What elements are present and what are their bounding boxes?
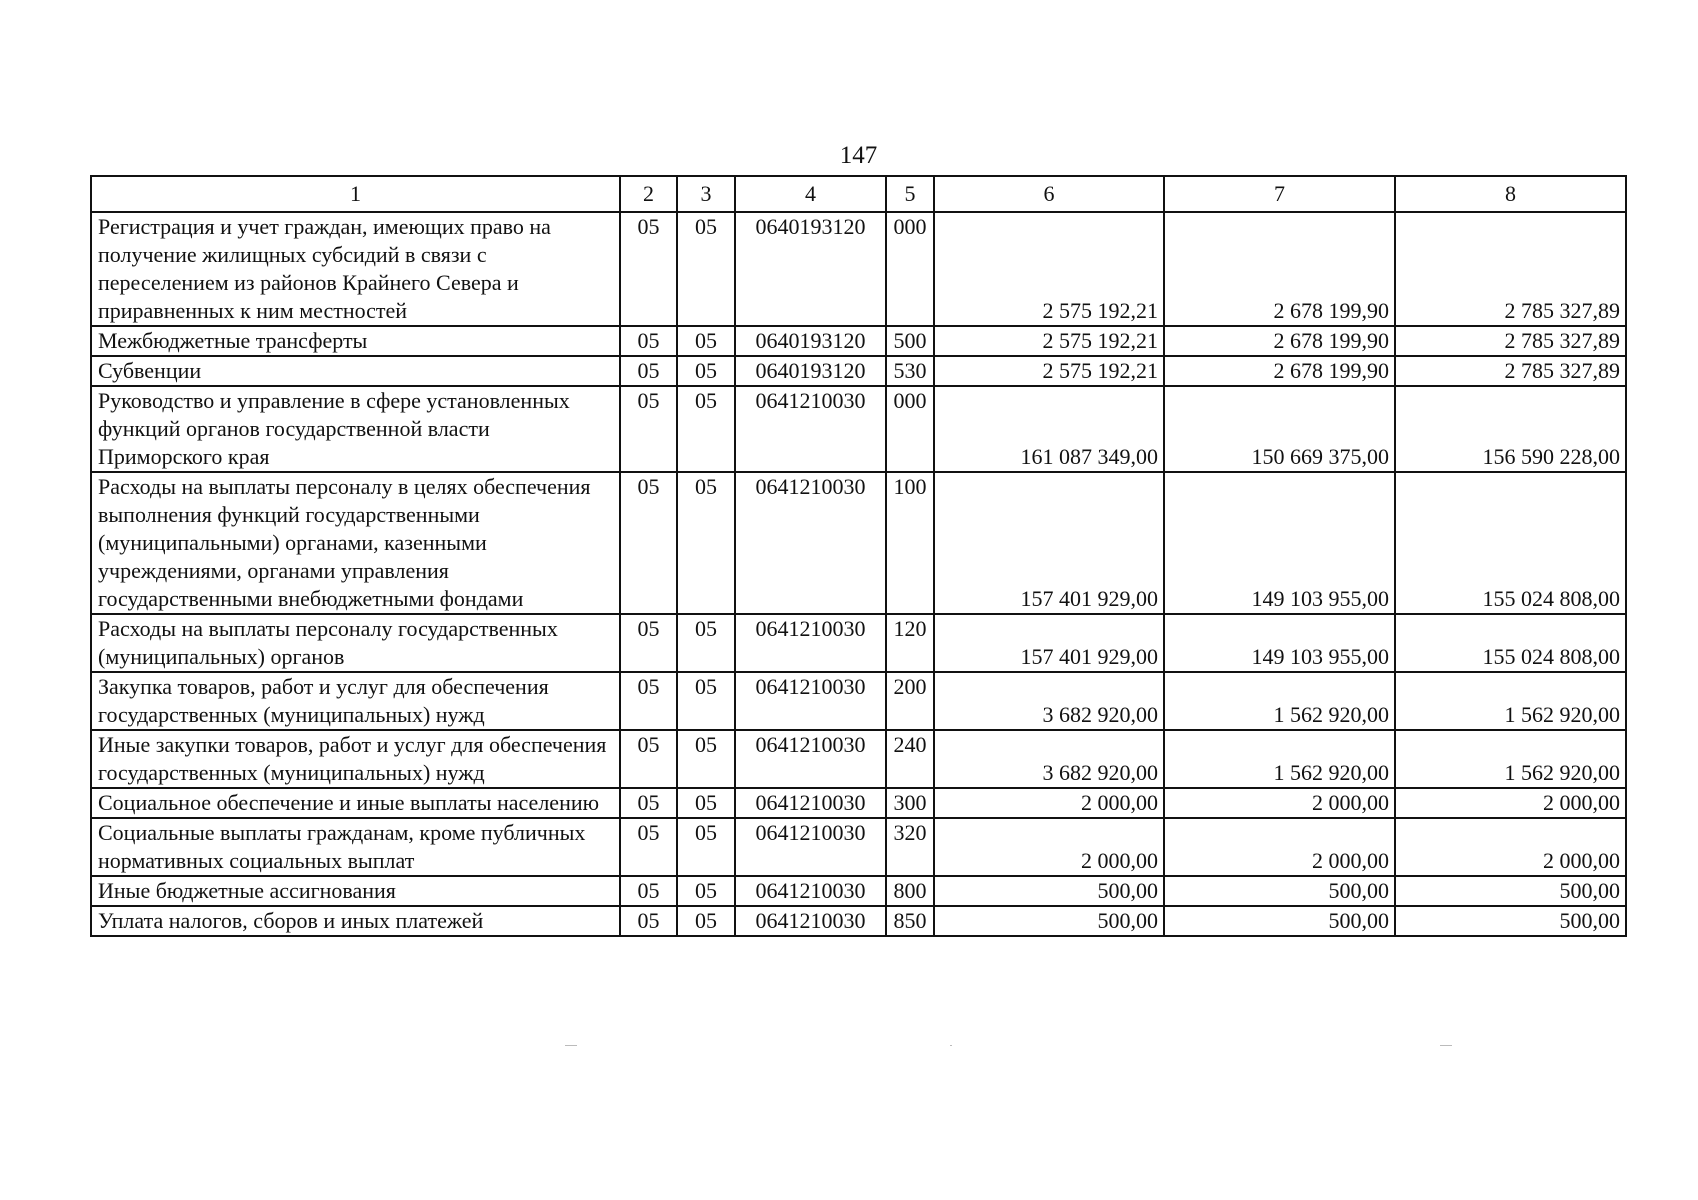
column-header-3: 3 <box>677 176 735 212</box>
cell-name: Руководство и управление в сфере установленных функций органов государственной власти Приморского края <box>91 386 620 472</box>
cell-col3: 05 <box>677 614 735 672</box>
cell-col5: 500 <box>886 326 934 356</box>
column-header-4: 4 <box>735 176 886 212</box>
cell-name: Иные закупки товаров, работ и услуг для обеспечения государственных (муниципальных) нужд <box>91 730 620 788</box>
cell-col4: 0640193120 <box>735 356 886 386</box>
cell-col4: 0640193120 <box>735 326 886 356</box>
cell-amount-col7: 1 562 920,00 <box>1164 730 1395 788</box>
cell-amount-col8: 2 785 327,89 <box>1395 212 1626 326</box>
cell-col5: 100 <box>886 472 934 614</box>
cell-col4: 0641210030 <box>735 386 886 472</box>
cell-col2: 05 <box>620 614 677 672</box>
cell-name: Расходы на выплаты персоналу государственных (муниципальных) органов <box>91 614 620 672</box>
cell-amount-col8: 500,00 <box>1395 906 1626 936</box>
table-row <box>91 472 1626 614</box>
cell-col2: 05 <box>620 386 677 472</box>
cell-col3: 05 <box>677 386 735 472</box>
cell-col2: 05 <box>620 672 677 730</box>
page-number: 147 <box>839 142 878 169</box>
cell-amount-col7: 1 562 920,00 <box>1164 672 1395 730</box>
table-row <box>91 672 1626 730</box>
cell-amount-col6: 2 000,00 <box>934 788 1164 818</box>
cell-col5: 240 <box>886 730 934 788</box>
cell-amount-col6: 2 575 192,21 <box>934 326 1164 356</box>
table-row <box>91 906 1626 936</box>
cell-col2: 05 <box>620 212 677 326</box>
cell-col4: 0641210030 <box>735 818 886 876</box>
cell-col3: 05 <box>677 212 735 326</box>
cell-amount-col7: 150 669 375,00 <box>1164 386 1395 472</box>
cell-name: Регистрация и учет граждан, имеющих право на получение жилищных субсидий в связи с переселением из районов Крайнего Севера и приравненных к ним местностей <box>91 212 620 326</box>
cell-amount-col6: 500,00 <box>934 906 1164 936</box>
cell-col3: 05 <box>677 818 735 876</box>
cell-name: Межбюджетные трансферты <box>91 326 620 356</box>
cell-col5: 850 <box>886 906 934 936</box>
cell-amount-col8: 500,00 <box>1395 876 1626 906</box>
cell-col4: 0641210030 <box>735 788 886 818</box>
scan-rule-left <box>565 1045 577 1046</box>
cell-amount-col8: 1 562 920,00 <box>1395 730 1626 788</box>
cell-col5: 530 <box>886 356 934 386</box>
cell-col5: 200 <box>886 672 934 730</box>
table-row <box>91 356 1626 386</box>
cell-amount-col6: 2 000,00 <box>934 818 1164 876</box>
column-header-8: 8 <box>1395 176 1626 212</box>
cell-col3: 05 <box>677 876 735 906</box>
column-header-7: 7 <box>1164 176 1395 212</box>
cell-amount-col8: 155 024 808,00 <box>1395 472 1626 614</box>
cell-amount-col7: 2 678 199,90 <box>1164 212 1395 326</box>
table-row <box>91 326 1626 356</box>
table-row <box>91 730 1626 788</box>
cell-col5: 000 <box>886 212 934 326</box>
cell-amount-col7: 2 678 199,90 <box>1164 326 1395 356</box>
cell-col3: 05 <box>677 326 735 356</box>
cell-name: Закупка товаров, работ и услуг для обеспечения государственных (муниципальных) нужд <box>91 672 620 730</box>
cell-amount-col8: 2 000,00 <box>1395 788 1626 818</box>
cell-amount-col7: 2 000,00 <box>1164 818 1395 876</box>
table-body <box>91 176 1626 936</box>
cell-amount-col8: 2 785 327,89 <box>1395 326 1626 356</box>
table-row <box>91 818 1626 876</box>
cell-amount-col7: 2 000,00 <box>1164 788 1395 818</box>
scan-rule-middle <box>950 1045 952 1046</box>
cell-amount-col8: 156 590 228,00 <box>1395 386 1626 472</box>
cell-amount-col6: 161 087 349,00 <box>934 386 1164 472</box>
column-header-1: 1 <box>91 176 620 212</box>
cell-amount-col8: 2 000,00 <box>1395 818 1626 876</box>
cell-col4: 0641210030 <box>735 730 886 788</box>
cell-amount-col7: 2 678 199,90 <box>1164 356 1395 386</box>
cell-amount-col7: 500,00 <box>1164 906 1395 936</box>
cell-col2: 05 <box>620 472 677 614</box>
cell-col4: 0641210030 <box>735 672 886 730</box>
table-row <box>91 614 1626 672</box>
cell-amount-col7: 149 103 955,00 <box>1164 472 1395 614</box>
column-header-6: 6 <box>934 176 1164 212</box>
cell-col5: 120 <box>886 614 934 672</box>
cell-name: Социальные выплаты гражданам, кроме публичных нормативных социальных выплат <box>91 818 620 876</box>
cell-name: Расходы на выплаты персоналу в целях обеспечения выполнения функций государственными (муниципальными) органами, казенными учреждениями, органами управления государственными внебюджетными фондами <box>91 472 620 614</box>
cell-col2: 05 <box>620 788 677 818</box>
cell-col4: 0640193120 <box>735 212 886 326</box>
cell-amount-col6: 157 401 929,00 <box>934 472 1164 614</box>
cell-col2: 05 <box>620 906 677 936</box>
cell-amount-col6: 500,00 <box>934 876 1164 906</box>
cell-amount-col6: 157 401 929,00 <box>934 614 1164 672</box>
cell-col5: 000 <box>886 386 934 472</box>
cell-amount-col6: 2 575 192,21 <box>934 212 1164 326</box>
cell-col3: 05 <box>677 672 735 730</box>
cell-col4: 0641210030 <box>735 876 886 906</box>
cell-amount-col8: 155 024 808,00 <box>1395 614 1626 672</box>
header-row <box>91 176 1626 212</box>
scan-rule-right <box>1440 1045 1452 1046</box>
table-row <box>91 876 1626 906</box>
cell-amount-col7: 149 103 955,00 <box>1164 614 1395 672</box>
table-row <box>91 212 1626 326</box>
cell-amount-col6: 2 575 192,21 <box>934 356 1164 386</box>
cell-col2: 05 <box>620 730 677 788</box>
cell-col3: 05 <box>677 356 735 386</box>
cell-amount-col8: 2 785 327,89 <box>1395 356 1626 386</box>
cell-amount-col8: 1 562 920,00 <box>1395 672 1626 730</box>
cell-name: Социальное обеспечение и иные выплаты населению <box>91 788 620 818</box>
cell-col3: 05 <box>677 906 735 936</box>
cell-col4: 0641210030 <box>735 906 886 936</box>
cell-col4: 0641210030 <box>735 614 886 672</box>
cell-col2: 05 <box>620 876 677 906</box>
cell-amount-col6: 3 682 920,00 <box>934 730 1164 788</box>
cell-col5: 320 <box>886 818 934 876</box>
cell-amount-col6: 3 682 920,00 <box>934 672 1164 730</box>
table-row <box>91 386 1626 472</box>
cell-col2: 05 <box>620 356 677 386</box>
cell-name: Иные бюджетные ассигнования <box>91 876 620 906</box>
cell-col2: 05 <box>620 326 677 356</box>
cell-name: Субвенции <box>91 356 620 386</box>
table-row <box>91 788 1626 818</box>
cell-col3: 05 <box>677 788 735 818</box>
column-header-5: 5 <box>886 176 934 212</box>
cell-name: Уплата налогов, сборов и иных платежей <box>91 906 620 936</box>
column-header-2: 2 <box>620 176 677 212</box>
cell-col5: 800 <box>886 876 934 906</box>
cell-col4: 0641210030 <box>735 472 886 614</box>
budget-table <box>90 175 1627 937</box>
cell-col3: 05 <box>677 472 735 614</box>
cell-col2: 05 <box>620 818 677 876</box>
cell-col5: 300 <box>886 788 934 818</box>
cell-col3: 05 <box>677 730 735 788</box>
cell-amount-col7: 500,00 <box>1164 876 1395 906</box>
